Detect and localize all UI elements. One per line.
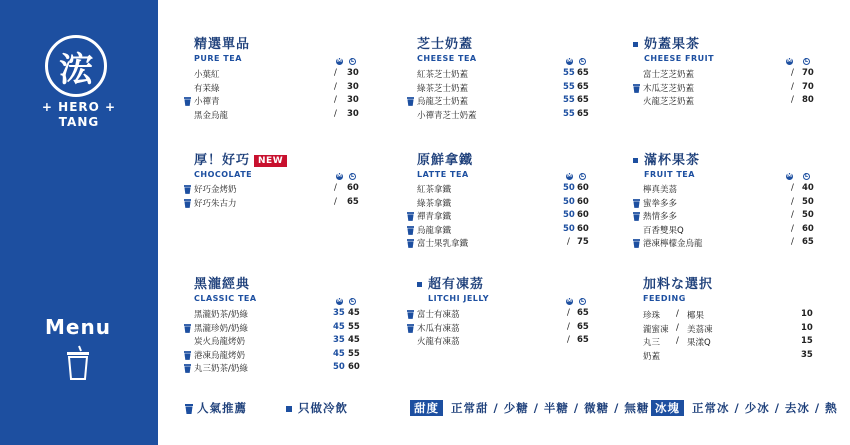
section-title-text: 厚！好巧	[194, 153, 251, 168]
cup-icon	[184, 351, 191, 360]
divider: /	[791, 237, 794, 247]
item-name: 好巧金烤奶	[194, 185, 237, 195]
price-large: 60	[577, 183, 589, 193]
size-l-icon: L	[580, 298, 585, 304]
price-large: 65	[347, 196, 359, 207]
divider: /	[791, 95, 794, 105]
section-title-text: 黑瀧經典	[194, 277, 251, 292]
price-large: 30	[347, 81, 359, 92]
cup-icon	[633, 84, 640, 93]
section-title	[194, 273, 257, 292]
item-name: 蜜拳多多	[643, 198, 678, 209]
price-large: 55	[348, 321, 360, 332]
menu-item-row	[417, 95, 617, 108]
size-l-icon: L	[580, 173, 585, 179]
price-large: 60	[347, 183, 359, 193]
menu-item-row	[417, 308, 617, 321]
divider: /	[567, 308, 570, 318]
menu-item-row	[417, 197, 617, 210]
menu-item-row	[417, 183, 617, 196]
cup-icon	[633, 239, 640, 248]
menu-item-row	[643, 210, 843, 223]
menu-item-row	[194, 322, 394, 335]
size-m-icon: M	[337, 298, 342, 304]
item-name: 有茉綠	[194, 83, 220, 94]
menu-item-row	[194, 197, 394, 210]
menu-item-row	[194, 308, 394, 321]
item-name: 小葉紅	[194, 70, 220, 80]
item-name: 黑瀧珍奶/奶綠	[194, 323, 248, 334]
menu-label: Menu	[45, 315, 111, 339]
item-name: 港凍檸檬金烏龍	[643, 239, 703, 249]
section-subtitle: PURE TEA	[194, 54, 242, 63]
price-medium: 50	[563, 223, 575, 234]
price-large: 65	[577, 68, 589, 78]
section-subtitle: CLASSIC TEA	[194, 294, 257, 303]
cup-icon	[66, 345, 90, 381]
ice-text: 正常冰 / 少冰 / 去冰 / 熱	[692, 401, 838, 415]
price-large: 45	[348, 335, 360, 345]
item-name: 百香雙果Q	[643, 225, 684, 236]
cup-icon	[184, 97, 191, 106]
square-icon	[286, 406, 292, 412]
menu-item-row	[417, 210, 617, 223]
cup-icon	[407, 97, 414, 106]
section-title-text: 加料な選択	[643, 277, 714, 292]
menu-item-row	[417, 109, 617, 122]
section-title	[417, 273, 489, 292]
divider: /	[791, 210, 794, 220]
square-icon	[633, 158, 638, 163]
item-name: 檸真美茘	[643, 185, 678, 195]
price-medium: 55	[563, 95, 575, 105]
price-large: 60	[577, 196, 589, 207]
topping-name: 珍珠	[643, 311, 661, 321]
menu-item-row	[194, 335, 394, 348]
item-name: 紅茶芝士奶蓋	[417, 70, 469, 80]
menu-item-row	[643, 197, 843, 210]
cup-icon	[184, 199, 191, 208]
price-medium: 45	[333, 321, 345, 332]
divider: /	[791, 223, 794, 234]
menu-item-row	[194, 362, 394, 375]
topping-name: 瀧蜜凍	[643, 324, 669, 335]
size-m-icon: M	[567, 58, 572, 64]
cup-icon	[185, 404, 193, 414]
cup-icon	[184, 364, 191, 373]
legend-popular-label: 人氣推薦	[197, 401, 247, 415]
price-large: 45	[348, 308, 360, 318]
divider: /	[791, 196, 794, 207]
item-name: 富士果乳拿鐵	[417, 239, 469, 249]
legend-cold-label: 只做冷飲	[298, 401, 348, 415]
divider: /	[676, 322, 679, 333]
item-name: 黑瀧奶茶/奶綠	[194, 310, 248, 320]
brand-sidebar	[0, 0, 158, 445]
item-name: 火龍有凍茘	[417, 337, 460, 347]
price-medium: 55	[563, 68, 575, 78]
item-name: 木瓜芝芝奶蓋	[643, 83, 695, 94]
divider: /	[567, 321, 570, 332]
section-title-text: 精選單品	[194, 37, 251, 52]
sweetness-text: 正常甜 / 少糖 / 半糖 / 微糖 / 無糖	[451, 401, 650, 415]
item-name: 綠茶芝士奶蓋	[417, 83, 469, 94]
ice-options	[651, 400, 838, 418]
price-large: 65	[802, 237, 814, 247]
cup-icon	[184, 185, 191, 194]
menu-item-row	[417, 322, 617, 335]
item-name: 小禪青	[194, 97, 220, 107]
divider: /	[334, 68, 337, 78]
price-medium: 35	[333, 308, 345, 318]
menu-item-row	[194, 68, 394, 81]
divider: /	[334, 81, 337, 92]
divider: /	[334, 95, 337, 105]
size-l-icon: L	[804, 58, 809, 64]
price-medium: 50	[563, 196, 575, 207]
menu-item-row	[643, 82, 843, 95]
size-l-icon: L	[350, 173, 355, 179]
topping-name: 果漾Q	[687, 338, 711, 348]
price-large: 60	[577, 210, 589, 220]
section-title-text: 芝士奶蓋	[417, 37, 474, 52]
divider: /	[791, 68, 794, 78]
item-name: 紅茶拿鐵	[417, 185, 452, 195]
menu-item-row	[643, 183, 843, 196]
price-large: 80	[802, 95, 814, 105]
divider: /	[567, 237, 570, 247]
square-icon	[633, 42, 638, 47]
section-subtitle: LITCHI JELLY	[428, 294, 490, 303]
new-badge: NEW	[254, 155, 287, 167]
price-large: 60	[802, 223, 814, 234]
cup-icon	[184, 324, 191, 333]
size-l-icon: L	[804, 173, 809, 179]
item-name: 小禪青芝士奶蓋	[417, 110, 477, 121]
size-m-icon: M	[787, 173, 792, 179]
price-large: 75	[577, 237, 589, 247]
item-name: 木瓜有凍茘	[417, 323, 460, 334]
menu-item-row	[194, 183, 394, 196]
price-medium: 55	[563, 81, 575, 92]
section-title	[417, 33, 477, 52]
section-subtitle: CHEESE TEA	[417, 54, 477, 63]
item-name: 富士芝芝奶蓋	[643, 70, 695, 80]
menu-item-row	[417, 68, 617, 81]
price-large: 50	[802, 210, 814, 220]
size-m-icon: M	[567, 173, 572, 179]
size-m-icon: M	[787, 58, 792, 64]
divider: /	[334, 108, 337, 119]
price-large: 65	[577, 335, 589, 345]
size-m-icon: M	[337, 173, 342, 179]
section-title-text: 原鮮拿鐵	[417, 153, 474, 168]
ice-tag: 冰塊	[651, 400, 684, 416]
menu-item-row	[643, 237, 843, 250]
price-medium: 50	[333, 362, 345, 372]
cup-icon	[407, 310, 414, 319]
item-name: 烏龍拿鐵	[417, 225, 452, 236]
section-title	[643, 273, 713, 292]
section-title	[194, 33, 250, 52]
size-header	[0, 58, 850, 66]
section-feeding	[643, 273, 713, 303]
item-name: 綠茶拿鐵	[417, 198, 452, 209]
cup-icon	[407, 212, 414, 221]
section-subtitle: LATTE TEA	[417, 170, 469, 179]
divider: /	[676, 309, 679, 319]
section-subtitle: FRUIT TEA	[644, 170, 695, 179]
brand-name-line2: TANG	[58, 115, 100, 129]
size-l-icon: L	[350, 58, 355, 64]
price-large: 65	[577, 321, 589, 332]
topping-name: 美茘凍	[687, 324, 713, 335]
item-name: 富士有凍茘	[417, 310, 460, 320]
topping-price: 15	[801, 336, 813, 346]
price-large: 30	[347, 95, 359, 105]
menu-item-row	[643, 95, 843, 108]
price-large: 65	[577, 308, 589, 318]
price-medium: 55	[563, 108, 575, 119]
price-large: 30	[347, 108, 359, 119]
item-name: 火龍芝芝奶蓋	[643, 97, 695, 107]
menu-item-row	[643, 224, 843, 237]
price-large: 55	[348, 348, 360, 359]
topping-price: 10	[801, 322, 813, 333]
cup-icon	[633, 199, 640, 208]
price-large: 65	[577, 108, 589, 119]
item-name: 好巧朱古力	[194, 198, 237, 209]
item-name: 炭火烏龍烤奶	[194, 337, 246, 347]
item-name: 丸三奶茶/奶綠	[194, 364, 248, 374]
section-title	[633, 149, 700, 168]
divider: /	[791, 183, 794, 193]
square-icon	[417, 282, 422, 287]
section-subtitle: CHEESE FRUIT	[644, 54, 715, 63]
size-m-icon: M	[337, 58, 342, 64]
size-header	[0, 298, 850, 306]
price-medium: 35	[333, 335, 345, 345]
divider: /	[334, 196, 337, 207]
cup-icon	[407, 239, 414, 248]
size-l-icon: L	[350, 298, 355, 304]
legend-cold-only	[286, 400, 348, 418]
divider: /	[567, 335, 570, 345]
item-name: 烏龍芝士奶蓋	[417, 97, 469, 107]
sweetness-options	[410, 400, 649, 418]
topping-name: 丸三	[643, 338, 661, 348]
price-large: 60	[577, 223, 589, 234]
menu-item-row	[417, 335, 617, 348]
price-large: 60	[348, 362, 360, 372]
size-header	[0, 173, 850, 181]
brand-logo: 浤	[45, 35, 107, 97]
price-large: 70	[802, 81, 814, 92]
menu-item-row	[643, 68, 843, 81]
topping-price: 35	[801, 349, 813, 360]
section-subtitle: FEEDING	[643, 294, 686, 303]
divider: /	[791, 81, 794, 92]
sweetness-tag: 甜度	[410, 400, 443, 416]
menu-item-row	[417, 237, 617, 250]
cup-icon	[633, 212, 640, 221]
section-title-text: 滿杯果茶	[644, 153, 701, 168]
item-name: 黑金烏龍	[194, 110, 229, 121]
menu-item-row	[194, 349, 394, 362]
price-medium: 45	[333, 348, 345, 359]
menu-item-row	[417, 82, 617, 95]
topping-price: 10	[801, 309, 813, 319]
price-large: 50	[802, 196, 814, 207]
item-name: 禪青拿鐵	[417, 212, 452, 222]
cup-icon	[407, 324, 414, 333]
divider: /	[334, 183, 337, 193]
price-medium: 50	[563, 183, 575, 193]
section-subtitle: CHOCOLATE	[194, 170, 253, 179]
section-title-text: 超有凍茘	[428, 277, 485, 292]
item-name: 熱情多多	[643, 212, 678, 222]
price-large: 65	[577, 95, 589, 105]
topping-name: 椰果	[687, 311, 705, 321]
price-large: 70	[802, 68, 814, 78]
price-large: 30	[347, 68, 359, 78]
price-large: 40	[802, 183, 814, 193]
menu-item-row	[194, 109, 394, 122]
section-title	[194, 149, 287, 168]
price-medium: 50	[563, 210, 575, 220]
divider: /	[676, 336, 679, 346]
item-name: 港凍烏龍烤奶	[194, 350, 246, 361]
size-l-icon: L	[580, 58, 585, 64]
menu-item-row	[194, 95, 394, 108]
size-m-icon: M	[567, 298, 572, 304]
topping-name: 奶蓋	[643, 351, 661, 362]
cup-icon	[407, 226, 414, 235]
menu-item-row	[194, 82, 394, 95]
legend-popular	[185, 400, 247, 418]
section-title	[633, 33, 714, 52]
section-title	[417, 149, 473, 168]
brand-name-line1: + HERO +	[41, 100, 117, 114]
price-large: 65	[577, 81, 589, 92]
section-title-text: 奶蓋果茶	[644, 37, 701, 52]
menu-item-row	[417, 224, 617, 237]
